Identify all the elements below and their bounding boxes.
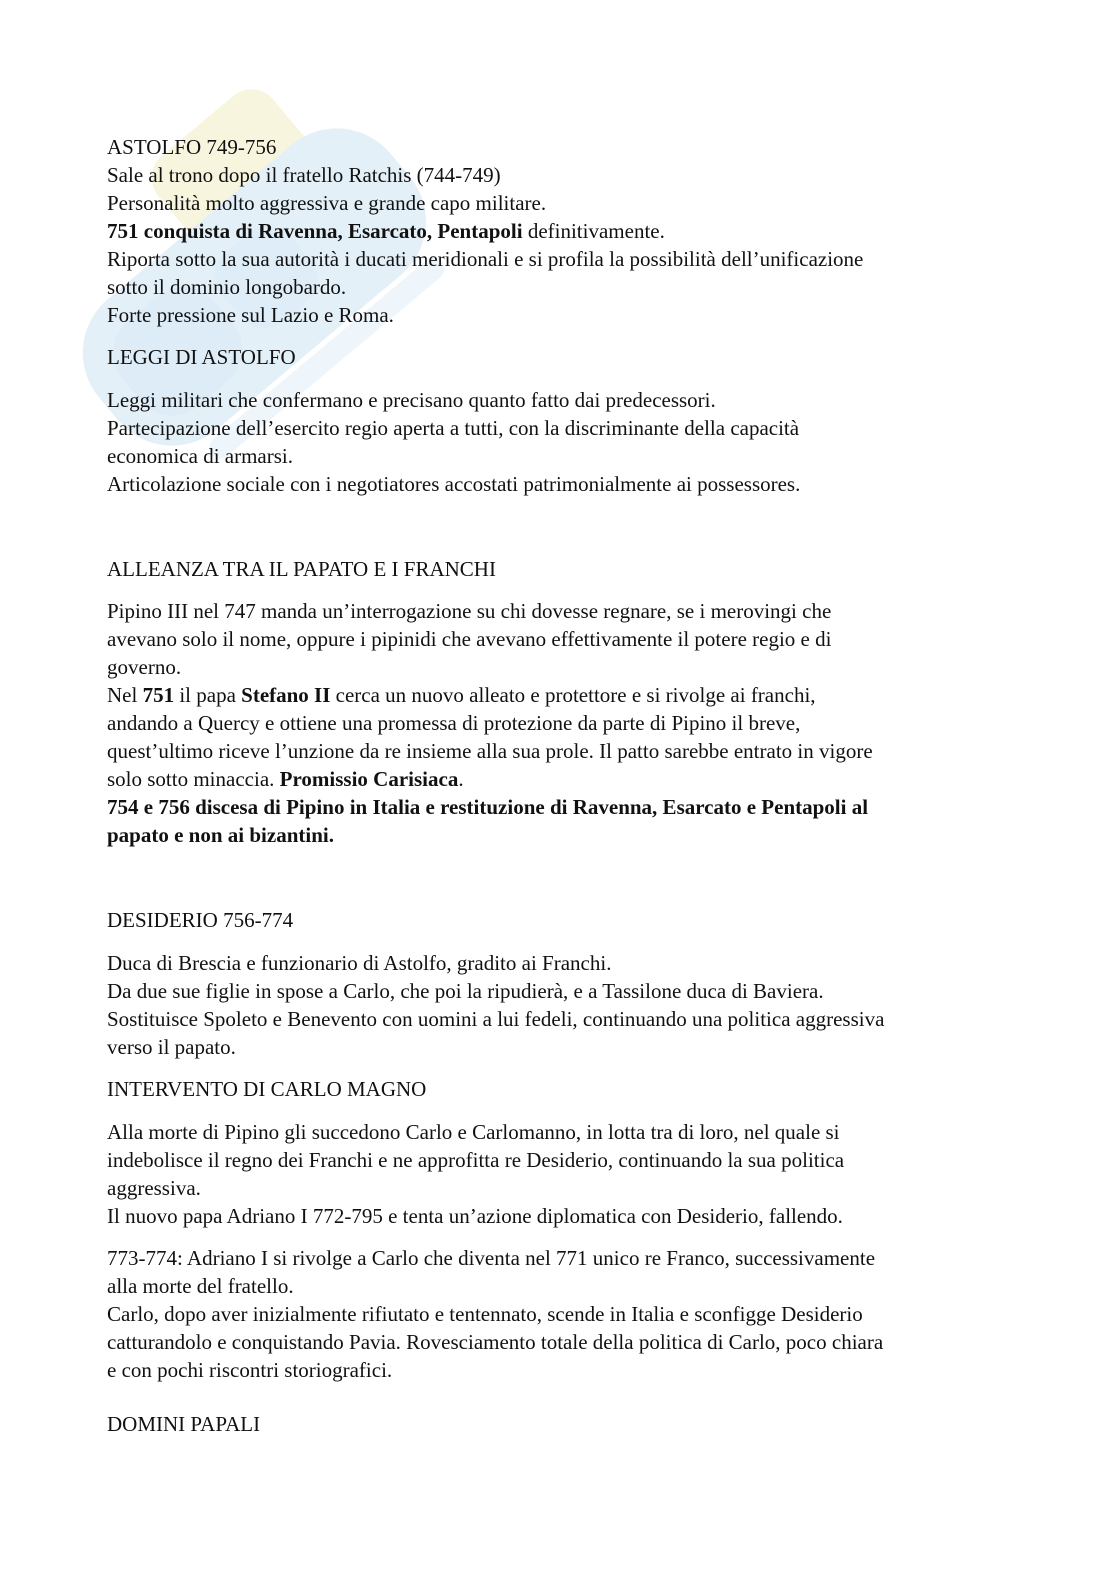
paragraph-line: andando a Quercy e ottiene una promessa di protezione da parte di Pipino il breve, (107, 711, 801, 735)
heading-desiderio: DESIDERIO 756-774 (107, 908, 294, 932)
paragraph-line: quest’ultimo riceve l’unzione da re insieme alla sua prole. Il patto sarebbe entrato in vigore (107, 739, 873, 763)
paragraph-line: Leggi militari che confermano e precisano quanto fatto dai predecessori. (107, 388, 716, 412)
text-segment: solo sotto minaccia. (107, 767, 280, 791)
paragraph-line: Riporta sotto la sua autorità i ducati meridionali e si profila la possibilità dell’unificazione (107, 247, 864, 271)
paragraph-line: Personalità molto aggressiva e grande capo militare. (107, 191, 547, 215)
paragraph-line: Pipino III nel 747 manda un’interrogazione su chi dovesse regnare, se i merovingi che (107, 599, 832, 623)
text-segment: il papa (174, 683, 242, 707)
text-segment: Nel (107, 683, 143, 707)
bold-text: Stefano II (241, 683, 331, 707)
text-segment: cerca un nuovo alleato e protettore e si rivolge ai franchi, (330, 683, 816, 707)
paragraph-line: aggressiva. (107, 1176, 201, 1200)
paragraph-line: Carlo, dopo aver inizialmente rifiutato e tentennato, scende in Italia e sconfigge Desiderio (107, 1302, 863, 1326)
paragraph-line: Sostituisce Spoleto e Benevento con uomini a lui fedeli, continuando una politica aggressiva (107, 1007, 885, 1031)
paragraph-line: alla morte del fratello. (107, 1274, 294, 1298)
paragraph-line: sotto il dominio longobardo. (107, 275, 347, 299)
bold-text: 751 conquista di Ravenna, Esarcato, Pentapoli (107, 219, 523, 243)
heading-astolfo: ASTOLFO 749-756 (107, 135, 277, 159)
bold-paragraph-line: 754 e 756 discesa di Pipino in Italia e restituzione di Ravenna, Esarcato e Pentapoli al (107, 795, 869, 819)
paragraph-line: Alla morte di Pipino gli succedono Carlo e Carlomanno, in lotta tra di loro, nel quale si (107, 1120, 840, 1144)
paragraph-line: governo. (107, 655, 182, 679)
paragraph-line: Da due sue figlie in spose a Carlo, che poi la ripudierà, e a Tassilone duca di Baviera. (107, 979, 824, 1003)
paragraph-line: 773-774: Adriano I si rivolge a Carlo che diventa nel 771 unico re Franco, successivamente (107, 1246, 876, 1270)
paragraph-line: Duca di Brescia e funzionario di Astolfo, gradito ai Franchi. (107, 951, 612, 975)
paragraph-line: indebolisce il regno dei Franchi e ne approfitta re Desiderio, continuando la sua politica (107, 1148, 845, 1172)
paragraph-line (107, 681, 816, 709)
paragraph-line: catturandolo e conquistando Pavia. Rovesciamento totale della politica di Carlo, poco chiara (107, 1330, 884, 1354)
bold-text: 751 (142, 683, 175, 707)
paragraph-line: verso il papato. (107, 1035, 236, 1059)
paragraph-line (107, 217, 665, 245)
bold-paragraph-line: papato e non ai bizantini. (107, 823, 334, 847)
paragraph-line: Partecipazione dell’esercito regio aperta a tutti, con la discriminante della capacità (107, 416, 800, 440)
heading-domini: DOMINI PAPALI (107, 1412, 261, 1436)
text-segment: definitivamente. (522, 219, 665, 243)
paragraph-line: Sale al trono dopo il fratello Ratchis (744-749) (107, 163, 501, 187)
paragraph-line: Il nuovo papa Adriano I 772-795 e tenta un’azione diplomatica con Desiderio, fallendo. (107, 1204, 843, 1228)
paragraph-line: e con pochi riscontri storiografici. (107, 1358, 393, 1382)
paragraph-line: Articolazione sociale con i negotiatores accostati patrimonialmente ai possessores. (107, 472, 801, 496)
paragraph-line: Forte pressione sul Lazio e Roma. (107, 303, 394, 327)
paragraph-line (107, 765, 464, 793)
heading-intervento: INTERVENTO DI CARLO MAGNO (107, 1077, 427, 1101)
bold-text: Promissio Carisiaca (279, 767, 459, 791)
text-segment: . (458, 767, 464, 791)
heading-alleanza: ALLEANZA TRA IL PAPATO E I FRANCHI (107, 557, 496, 581)
paragraph-line: avevano solo il nome, oppure i pipinidi che avevano effettivamente il potere regio e di (107, 627, 832, 651)
paragraph-line: economica di armarsi. (107, 444, 294, 468)
heading-leggi: LEGGI DI ASTOLFO (107, 345, 296, 369)
